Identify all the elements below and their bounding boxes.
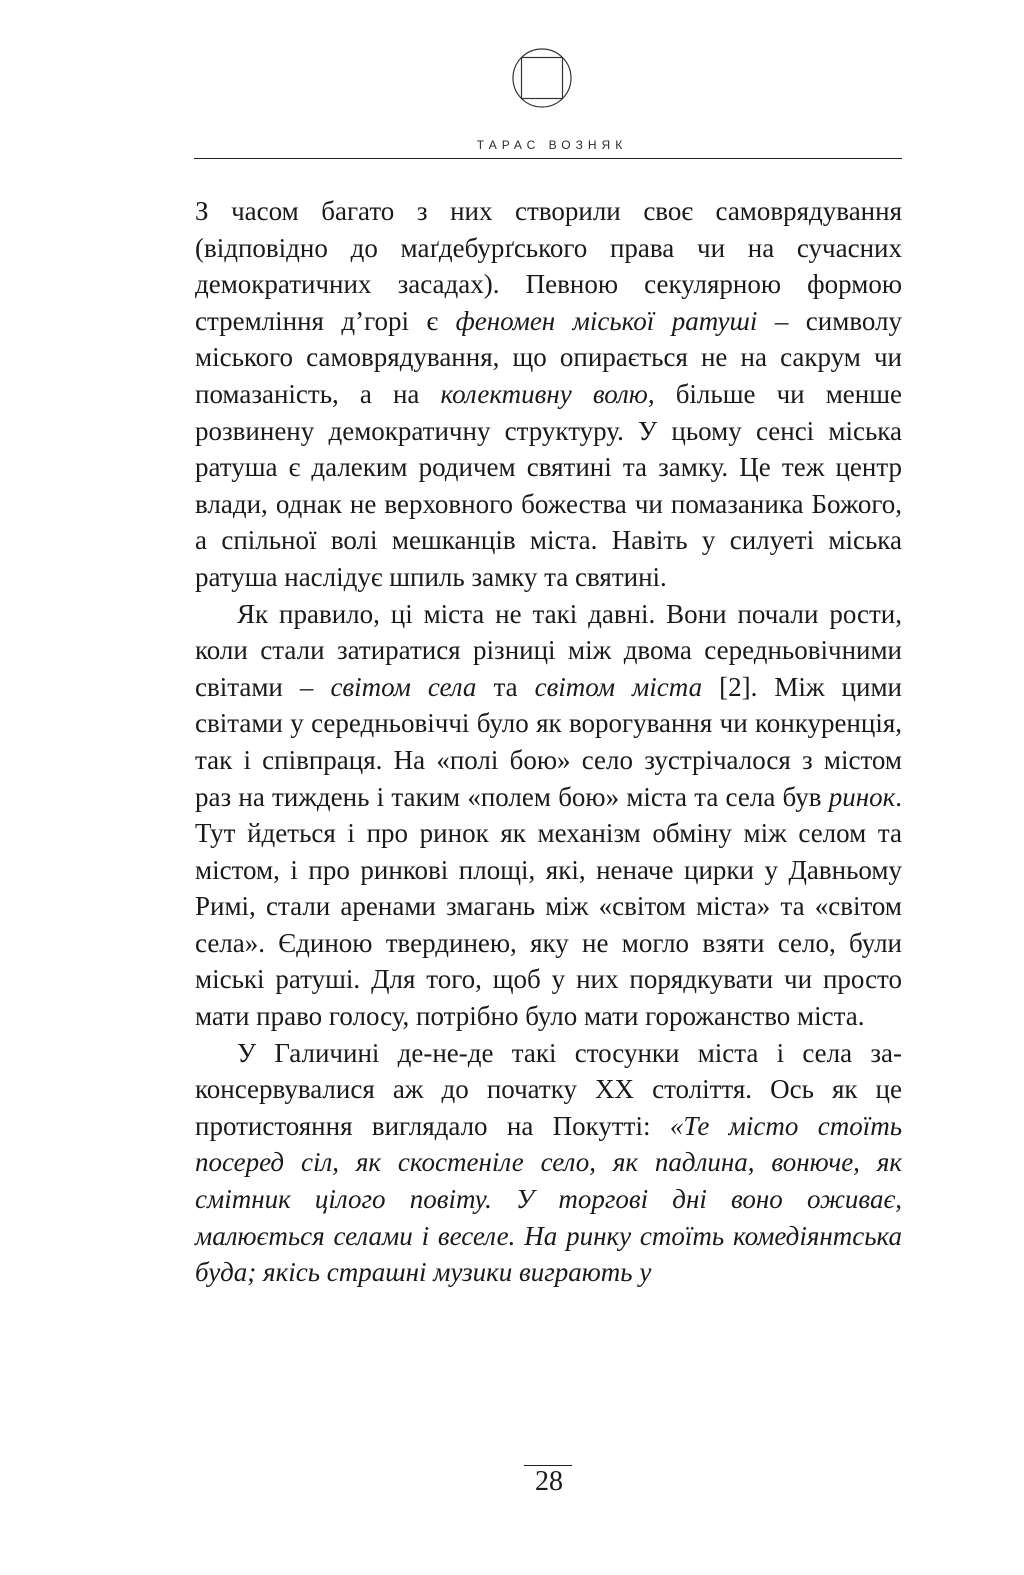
circle-square-emblem-icon	[510, 46, 574, 110]
italic-text-run: ринок	[828, 781, 896, 812]
running-header: ТАРАС ВОЗНЯК	[476, 138, 628, 152]
page-number: 28	[535, 1466, 563, 1497]
italic-text-run: світом міста	[534, 671, 703, 702]
header-divider	[194, 158, 902, 159]
text-run: З часом багато з них створили своє самоврядування (відповідно до маґдебурґського права чи на сучасних демократичних засадах). Певною секулярною формою стремління д’горі є	[195, 196, 902, 336]
text-run: Як правило, ці міста не такі давні. Вони почали рости, коли стали затиратися різниці між двома середньовічними світами –	[195, 598, 902, 702]
italic-text-run: колективну волю,	[440, 378, 655, 409]
text-run: та	[476, 671, 535, 702]
text-run: У Галичині де-не-де такі стосунки міста і села законсервувалися аж до початку XX століття. Ось як це протистояння виглядало на Покутті:	[195, 1037, 902, 1141]
text-run: . Тут йдеться і про ринок як механізм обміну між селом та містом, і про ринкові площі, які, неначе цирки у Давньому Римі, стали аренами змагань між «світом міста» та «світом села». Єдиною твердинею, яку не могло взяти село, були міські ратуші. Для того, щоб у них порядкувати чи просто мати право голосу, потрібно було мати горожанство міста.	[195, 781, 902, 1032]
paragraph	[195, 1035, 902, 1291]
body-text	[195, 193, 902, 1291]
paragraph	[195, 596, 902, 1035]
italic-text-run: світом села	[330, 671, 477, 702]
text-run: – символу міського самоврядування, що опирається не на сакрум чи помазаність, а на	[195, 305, 903, 409]
paragraph	[195, 193, 902, 596]
text-run: більше чи менше розвинену демократичну структуру. У цьому сенсі міська ратуша є далеким родичем святині та замку. Це теж центр влади, однак не верховного божества чи помазаника Божого, а спільної волі мешканців міста. Навіть у силуеті міська ратуша наслідує шпиль замку та святині.	[195, 378, 903, 592]
italic-text-run: «Те місто стоїть посеред сіл, як скостеніле село, як падлина, вонюче, як смітник цілого повіту. У торгові дні воно оживає, малюється селами і веселе. На ринку стоїть комедіянтська буда; якісь страшні музики виграють у	[195, 1110, 902, 1288]
text-run: [2]. Між цими світами у середньовіччі було як ворогування чи конкуренція, так і співпраця. На «полі бою» село зустрічалося з містом раз на тиждень і таким «полем бою» міста та села був	[195, 671, 902, 812]
italic-text-run: феномен міської ратуші	[455, 305, 758, 336]
